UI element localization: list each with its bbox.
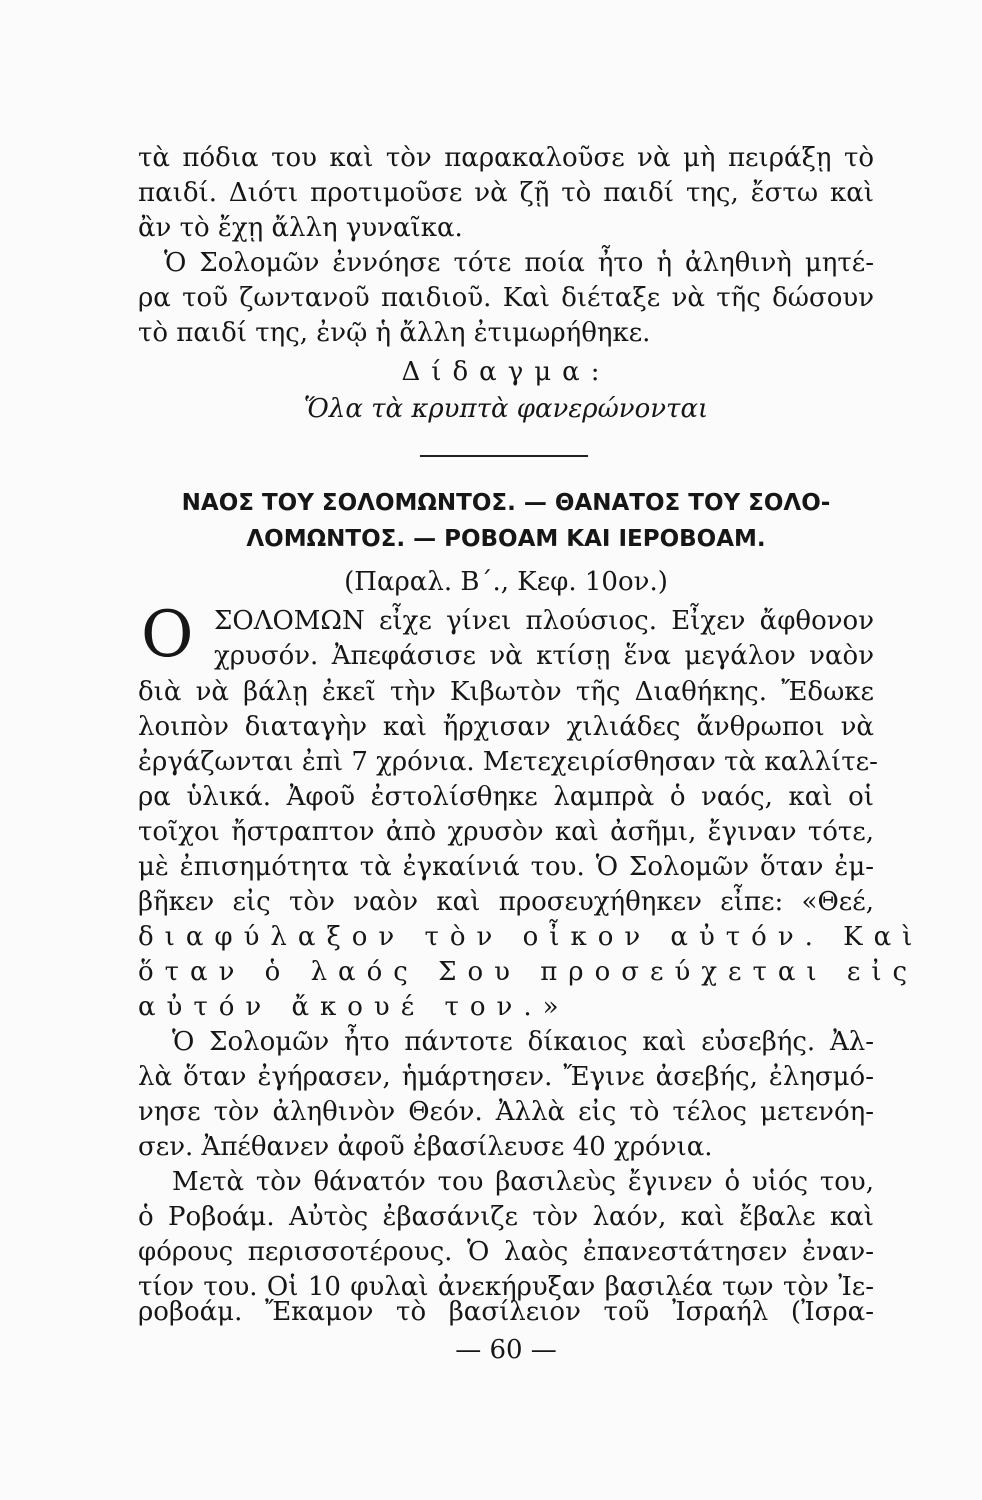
section-divider	[420, 455, 588, 457]
text-line: τὰ πόδια του καὶ τὸν παρακαλοῦσε νὰ μὴ πειράξῃ τὸ	[138, 143, 874, 173]
chapter-reference: (Παραλ. Β΄., Κεφ. 10ον.)	[344, 567, 668, 597]
text-line: λὰ ὅταν ἐγήρασεν, ἡμάρτησεν. Ἔγινε ἀσεβής, ἐλησμό-	[138, 1062, 874, 1092]
text-line: ροβοάμ. Ἔκαμον τὸ βασίλειον τοῦ Ἰσραήλ (Ἰσρα-	[138, 1297, 874, 1327]
text-line: μὲ ἐπισημότητα τὰ ἐγκαίνιά του. Ὁ Σολομῶν ὅταν ἐμ-	[138, 852, 874, 882]
prayer-line: αὐτόν ἄκουέ τον.»	[138, 992, 570, 1022]
text-line: ἐργάζωνται ἐπὶ 7 χρόνια. Μετεχειρίσθησαν τὰ καλλίτε-	[138, 747, 878, 777]
text-line: Ὁ Σολομῶν ἐννόησε τότε ποία ἦτο ἡ ἀληθινὴ μητέ-	[164, 248, 874, 278]
section-heading-line: ΛΟΜΩΝΤΟΣ. — ΡΟΒΟΑΜ ΚΑΙ ΙΕΡΟΒΟΑΜ.	[246, 526, 766, 552]
text-line: λοιπὸν διαταγὴν καὶ ἤρχισαν χιλιάδες ἄνθρωποι νὰ	[138, 712, 874, 742]
text-line: ΣΟΛΟΜΩΝ εἶχε γίνει πλούσιος. Εἶχεν ἄφθονον	[214, 606, 874, 636]
text-line: Μετὰ τὸν θάνατόν του βασιλεὺς ἔγινεν ὁ υἱός του,	[172, 1167, 874, 1197]
text-line: ρα ὑλικά. Ἀφοῦ ἐστολίσθηκε λαμπρὰ ὁ ναός, καὶ οἱ	[138, 782, 874, 812]
drop-cap: Ο	[141, 598, 194, 672]
text-line: νησε τὸν ἀληθινὸν Θεόν. Ἀλλὰ εἰς τὸ τέλος μετενόη-	[138, 1097, 874, 1127]
text-line: ἂν τὸ ἔχῃ ἄλλη γυναῖκα.	[138, 213, 463, 243]
text-line: χρυσόν. Ἀπεφάσισε νὰ κτίσῃ ἕνα μεγάλον ναὸν	[214, 641, 874, 671]
text-line: διὰ νὰ βάλῃ ἐκεῖ τὴν Κιβωτὸν τῆς Διαθήκης. Ἔδωκε	[138, 677, 874, 707]
text-line: βῆκεν εἰς τὸν ναὸν καὶ προσευχήθηκεν εἶπε: «Θεέ,	[138, 887, 874, 917]
prayer-line: διαφύλαξον τὸν οἶκον αὐτόν. Καὶ	[138, 922, 924, 952]
text-line: παιδί. Διότι προτιμοῦσε νὰ ζῇ τὸ παιδί της, ἔστω καὶ	[138, 178, 874, 208]
text-line: ρα τοῦ ζωντανοῦ παιδιοῦ. Καὶ διέταξε νὰ τῆς δώσουν	[138, 283, 874, 313]
prayer-line: ὅταν ὁ λαός Σου προσεύχεται εἰς	[138, 957, 919, 987]
lesson-text: Ὅλα τὰ κρυπτὰ φανερώνονται	[303, 394, 709, 424]
text-line: φόρους περισσοτέρους. Ὁ λαὸς ἐπανεστάτησεν ἐναν-	[138, 1237, 874, 1267]
text-line: τίον του. Οἱ 10 φυλαὶ ἀνεκήρυξαν βασιλέα των τὸν Ἰε-	[138, 1272, 874, 1302]
section-heading-line: ΝΑΟΣ ΤΟΥ ΣΟΛΟΜΩΝΤΟΣ. — ΘΑΝΑΤΟΣ ΤΟΥ ΣΟΛΟ-	[181, 490, 831, 516]
text-line: Ὁ Σολομῶν ἦτο πάντοτε δίκαιος καὶ εὐσεβής. Ἀλ-	[172, 1027, 874, 1057]
text-line: σεν. Ἀπέθανεν ἀφοῦ ἐβασίλευσε 40 χρόνια.	[138, 1132, 713, 1162]
text-line: ὁ Ροβοάμ. Αὐτὸς ἐβασάνιζε τὸν λαόν, καὶ ἔβαλε καὶ	[138, 1202, 874, 1232]
text-line: τοῖχοι ἤστραπτον ἀπὸ χρυσὸν καὶ ἀσῆμι, ἔγιναν τότε,	[138, 817, 874, 847]
lesson-label: Δίδαγμα:	[401, 357, 611, 387]
text-line: τὸ παιδί της, ἐνῷ ἡ ἄλλη ἐτιμωρήθηκε.	[138, 318, 651, 348]
page-number: — 60 —	[455, 1335, 557, 1365]
